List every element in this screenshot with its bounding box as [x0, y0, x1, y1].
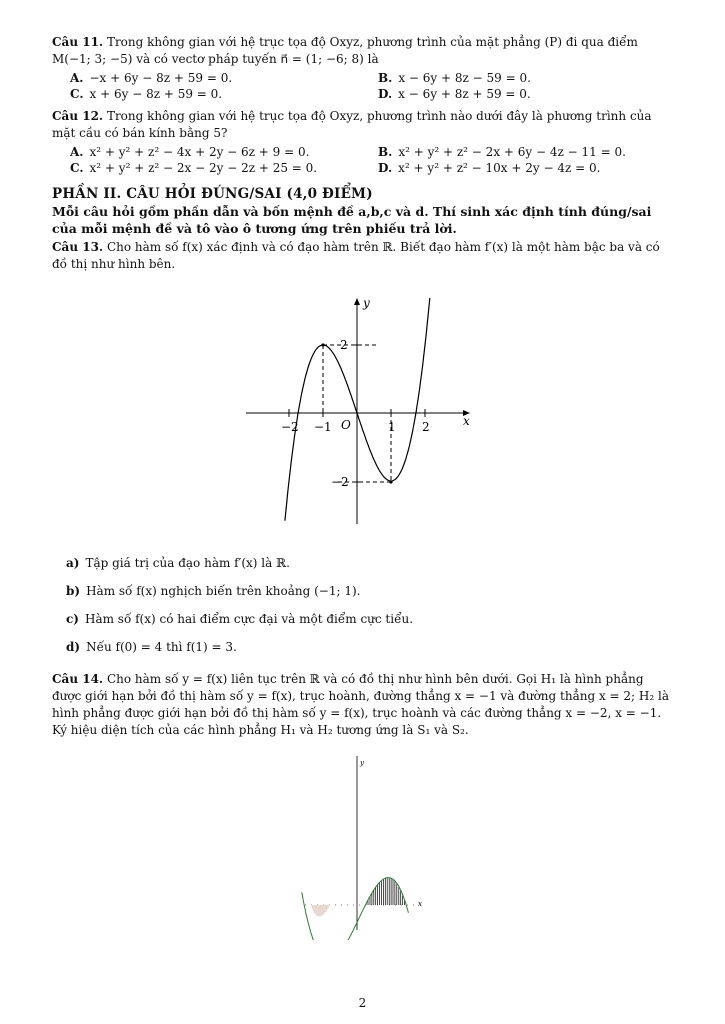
- page-content: [52, 34, 674, 279]
- q13-label: Câu 13.: [52, 240, 104, 254]
- q11-option-a: A. −x + 6y − 8z + 59 = 0.: [70, 71, 233, 85]
- q13-max-point: [321, 343, 324, 346]
- q13-label-ym2: −2: [331, 475, 349, 489]
- q13-label-xm1: −1: [314, 420, 332, 434]
- q14-shaded-region-h1: [366, 878, 404, 905]
- q14-graph: [290, 750, 440, 940]
- q13-label-x2: 2: [422, 420, 430, 434]
- question-11: [52, 34, 674, 102]
- q12-option-b: B. x² + y² + z² − 2x + 6y − 4z − 11 = 0.: [378, 145, 626, 159]
- q13-label-xm2: −2: [281, 420, 299, 434]
- q13-y-arrow: [354, 298, 360, 305]
- q13-text: Cho hàm số f(x) xác định và có đạo hàm trên ℝ. Biết đạo hàm f′(x) là một hàm bậc ba và có đồ thị như hình bên.: [52, 240, 660, 271]
- q13-statement-d: d) Nếu f(0) = 4 thì f(1) = 3.: [66, 640, 237, 654]
- q11-option-d: D. x − 6y + 8z + 59 = 0.: [378, 87, 531, 101]
- q13-statement-a: a) Tập giá trị của đạo hàm f′(x) là ℝ.: [66, 556, 290, 570]
- q14-x-label: x: [418, 900, 422, 908]
- q13-min-point: [389, 480, 392, 483]
- q12-option-c: C. x² + y² + z² − 2x − 2y − 2z + 25 = 0.: [70, 161, 318, 175]
- q11-text: Trong không gian với hệ trục tọa độ Oxyz, phương trình của mặt phẳng (P) đi qua điểm M(−1; 3; −5) và có vectơ pháp tuyến n⃗ = (1; −6; 8) là: [52, 35, 638, 66]
- q14-y-label: y: [360, 759, 364, 767]
- q13-derivative-graph: [230, 290, 490, 530]
- q13-origin-label: O: [341, 418, 351, 432]
- q13-statement-b: b) Hàm số f(x) nghịch biến trên khoảng (−1; 1).: [66, 584, 361, 598]
- q12-option-d: D. x² + y² + z² − 10x + 2y − 4z = 0.: [378, 161, 601, 175]
- q14-shaded-region-h2: [311, 905, 330, 917]
- q13-x-label: x: [463, 414, 470, 428]
- q11-option-b: B. x − 6y + 8z − 59 = 0.: [378, 71, 531, 85]
- page-number: 2: [358, 996, 367, 1010]
- q14-label: Câu 14.: [52, 672, 104, 686]
- q14-text: Cho hàm số y = f(x) liên tục trên ℝ và có đồ thị như hình bên dưới. Gọi H₁ là hình phẳng được giới hạn bởi đồ thị hàm số y = f(x), trục hoành, đường thẳng x = −1 và đường thẳng x = 2; H₂ là hình phẳng được giới hạn bởi đồ thị hàm số y = f(x), trục hoành và các đường thẳng x = −2, x = −1. Ký hiệu diện tích của các hình phẳng H₁ và H₂ tương ứng là S₁ và S₂.: [52, 672, 669, 737]
- q12-text: Trong không gian với hệ trục tọa độ Oxyz, phương trình nào dưới đây là phương trình của mặt cầu có bán kính bằng 5?: [52, 109, 652, 140]
- q12-label: Câu 12.: [52, 109, 104, 123]
- question-14: [52, 671, 674, 739]
- question-13: [52, 239, 674, 273]
- part2-description: Mỗi câu hỏi gồm phần dẫn và bốn mệnh đề a,b,c và d. Thí sinh xác định tính đúng/sai của mỗi mệnh đề và tô vào ô tương ứng trên phiếu trả lời.: [52, 204, 652, 236]
- q13-statement-c: c) Hàm số f(x) có hai điểm cực đại và một điểm cực tiểu.: [66, 612, 414, 626]
- question-12: [52, 108, 674, 176]
- q11-label: Câu 11.: [52, 35, 104, 49]
- q13-label-x1: 1: [388, 420, 396, 434]
- part2-heading: PHẦN II. CÂU HỎI ĐÚNG/SAI (4,0 ĐIỂM): [52, 186, 373, 202]
- q11-option-c: C. x + 6y − 8z + 59 = 0.: [70, 87, 223, 101]
- q12-option-a: A. x² + y² + z² − 4x + 2y − 6z + 9 = 0.: [70, 145, 310, 159]
- q13-label-y2: 2: [340, 338, 348, 352]
- q13-y-label: y: [363, 296, 370, 310]
